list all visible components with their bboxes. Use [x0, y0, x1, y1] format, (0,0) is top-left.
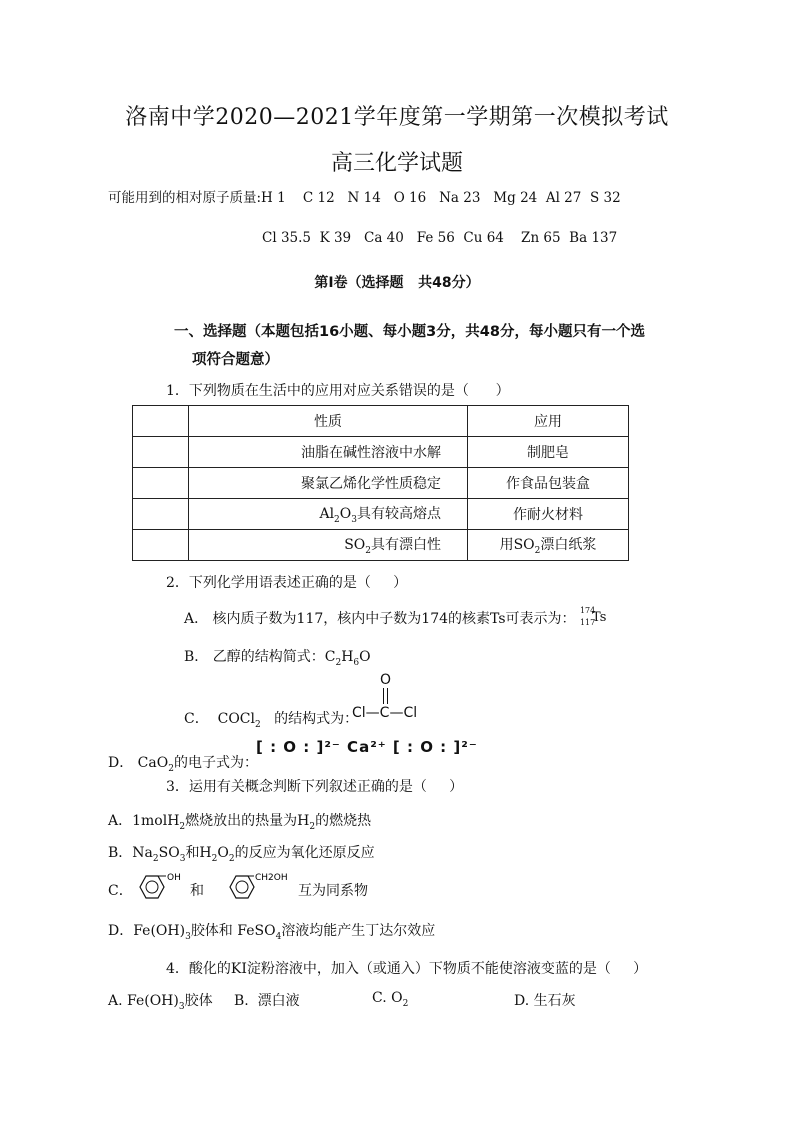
aromatic-circle	[146, 881, 158, 893]
option-d-text: 的电子式为：	[173, 755, 258, 771]
option-text: 溶液均能产生丁达尔效应	[281, 923, 436, 939]
atomic-number: 117	[579, 618, 596, 627]
table-cell-property: 聚氯乙烯化学性质稳定	[189, 468, 468, 499]
phosgene-structure-top: O	[380, 672, 392, 688]
question-2-option-b	[184, 646, 371, 668]
table-row	[133, 468, 629, 499]
subscript: 4	[275, 931, 282, 942]
subscript: 2	[365, 545, 371, 556]
question-4-option-c	[372, 990, 408, 1009]
table-cell-empty	[133, 530, 189, 561]
formula-text: H	[341, 649, 354, 665]
subscript: 6	[353, 657, 360, 668]
formula-text: O	[339, 506, 352, 523]
question-4-stem: 4．酸化的KI淀粉溶液中，加入（或通入）下物质不能使溶液变蓝的是（ ）	[166, 961, 648, 977]
subscript: 2	[309, 821, 316, 832]
benzene-ring	[140, 876, 164, 898]
table-cell-empty	[133, 499, 189, 530]
table-cell-application: 作耐火材料	[468, 499, 629, 530]
subscript: 2	[335, 657, 342, 668]
application-text: 漂白纸浆	[540, 537, 597, 554]
property-text: 具有较高熔点	[357, 506, 441, 523]
property-text: 具有漂白性	[371, 537, 441, 554]
question-1-stem: 1．下列物质在生活中的应用对应关系错误的是（ ）	[166, 383, 510, 399]
table-cell-application: 作食品包装盒	[468, 468, 629, 499]
ch2oh-label: CH2OH	[255, 873, 288, 883]
option-c-text: 的结构式为：	[260, 711, 359, 727]
table-cell-property	[189, 530, 468, 561]
question-2-stem: 2．下列化学用语表述正确的是（ ）	[166, 575, 408, 591]
phosgene-structure-main: Cl—C—Cl	[352, 705, 418, 721]
option-b-text: B． 乙醇的结构简式：	[184, 649, 325, 665]
formula-text: Al	[319, 506, 335, 523]
formula-text: O	[359, 649, 371, 665]
table-cell-property	[189, 499, 468, 530]
double-bond-line-2	[387, 688, 389, 704]
option-text: 和H	[185, 845, 212, 861]
formula-text: 用SO	[499, 537, 535, 554]
option-text: SO	[158, 845, 180, 861]
option-text: D．Fe(OH)	[108, 923, 186, 939]
table-cell-empty	[133, 468, 189, 499]
exam-title: 洛南中学2020—2021学年度第一学期第一次模拟考试	[125, 105, 669, 130]
question-3-option-c-text: 互为同系物	[298, 883, 368, 899]
formula-text: C	[324, 649, 336, 665]
question-3-stem: 3．运用有关概念判断下列叙述正确的是（ ）	[166, 779, 464, 795]
table-row	[133, 437, 629, 468]
question-3-option-b	[108, 842, 375, 864]
subscript: 2	[179, 821, 186, 832]
aromatic-circle	[236, 881, 248, 893]
option-a-text: A． 核内质子数为117，核内中子数为174的核素Ts可表示为：	[184, 611, 576, 627]
volume-title: 第Ⅰ卷（选择题 共48分）	[314, 275, 480, 291]
benzene-ring	[230, 876, 254, 898]
option-text: 燃烧放出的热量为H	[185, 813, 310, 829]
option-text: C. O	[372, 990, 403, 1006]
question-4-option-d: D. 生石灰	[514, 993, 576, 1009]
question-3-option-d	[108, 920, 435, 942]
option-text: 的反应为氧化还原反应	[234, 845, 375, 861]
subscript: 2	[228, 853, 235, 864]
question-2-option-a	[184, 608, 606, 628]
option-text: B．Na	[108, 845, 153, 861]
phenol-oh-label: OH	[167, 873, 181, 883]
double-bond-line-1	[383, 688, 385, 704]
subscript: 3	[178, 1001, 185, 1012]
table-cell-empty	[133, 437, 189, 468]
formula-text: SO	[344, 537, 366, 554]
subscript: 2	[211, 853, 218, 864]
exam-subtitle: 高三化学试题	[330, 151, 463, 176]
subscript: 2	[534, 545, 541, 556]
question-4-option-a	[108, 990, 213, 1012]
table-cell-application	[468, 530, 629, 561]
question-1-table	[132, 405, 629, 561]
section-heading-line-2: 项符合题意）	[192, 352, 279, 368]
table-row	[133, 499, 629, 530]
subscript: 3	[185, 931, 191, 942]
table-cell-property: 油脂在碱性溶液中水解	[189, 437, 468, 468]
option-c-text: C． COCl	[184, 711, 255, 727]
question-2-option-d	[108, 752, 258, 774]
subscript: 2	[402, 998, 409, 1009]
subscript: 2	[168, 763, 174, 774]
question-2-option-c	[184, 708, 358, 730]
option-text: A. Fe(OH)	[108, 993, 179, 1009]
table-cell-application: 制肥皂	[468, 437, 629, 468]
cao2-electron-formula: [ : O : ]²⁻ Ca²⁺ [ : O : ]²⁻	[256, 738, 478, 756]
question-3-option-c-label: C．	[108, 883, 133, 899]
table-header-row	[133, 406, 629, 437]
benzyl-alcohol-structure	[224, 872, 304, 904]
option-d-text: D． CaO	[108, 755, 169, 771]
table-cell-empty	[133, 406, 189, 437]
subscript: 2	[152, 853, 159, 864]
atomic-mass-line-1: 可能用到的相对原子质量:H 1 C 12 N 14 O 16 Na 23 Mg 24 Al 27 S 32	[108, 190, 621, 206]
subscript: 2	[255, 719, 261, 730]
option-text: O	[217, 845, 229, 861]
question-3-and: 和	[190, 883, 204, 899]
element-symbol: Ts	[591, 610, 607, 625]
option-text: 胶体	[184, 993, 213, 1009]
option-text: 的燃烧热	[315, 813, 372, 829]
table-header-application: 应用	[468, 406, 629, 437]
section-heading-line-1: 一、选择题（本题包括16小题、每小题3分，共48分，每小题只有一个选	[174, 324, 645, 340]
table-row	[133, 530, 629, 561]
option-text: A．1molH	[108, 813, 180, 829]
subscript: 3	[179, 853, 186, 864]
table-header-property: 性质	[189, 406, 468, 437]
question-4-option-b: B. 漂白液	[234, 993, 300, 1009]
mass-number: 174	[579, 606, 596, 615]
subscript: 3	[351, 514, 357, 525]
subscript: 2	[334, 514, 340, 525]
option-text: 胶体和 FeSO	[190, 923, 276, 939]
atomic-mass-line-2: Cl 35.5 K 39 Ca 40 Fe 56 Cu 64 Zn 65 Ba 137	[262, 230, 618, 246]
question-3-option-a	[108, 810, 371, 832]
nuclide-symbol	[579, 606, 607, 628]
phenol-structure	[134, 872, 194, 904]
